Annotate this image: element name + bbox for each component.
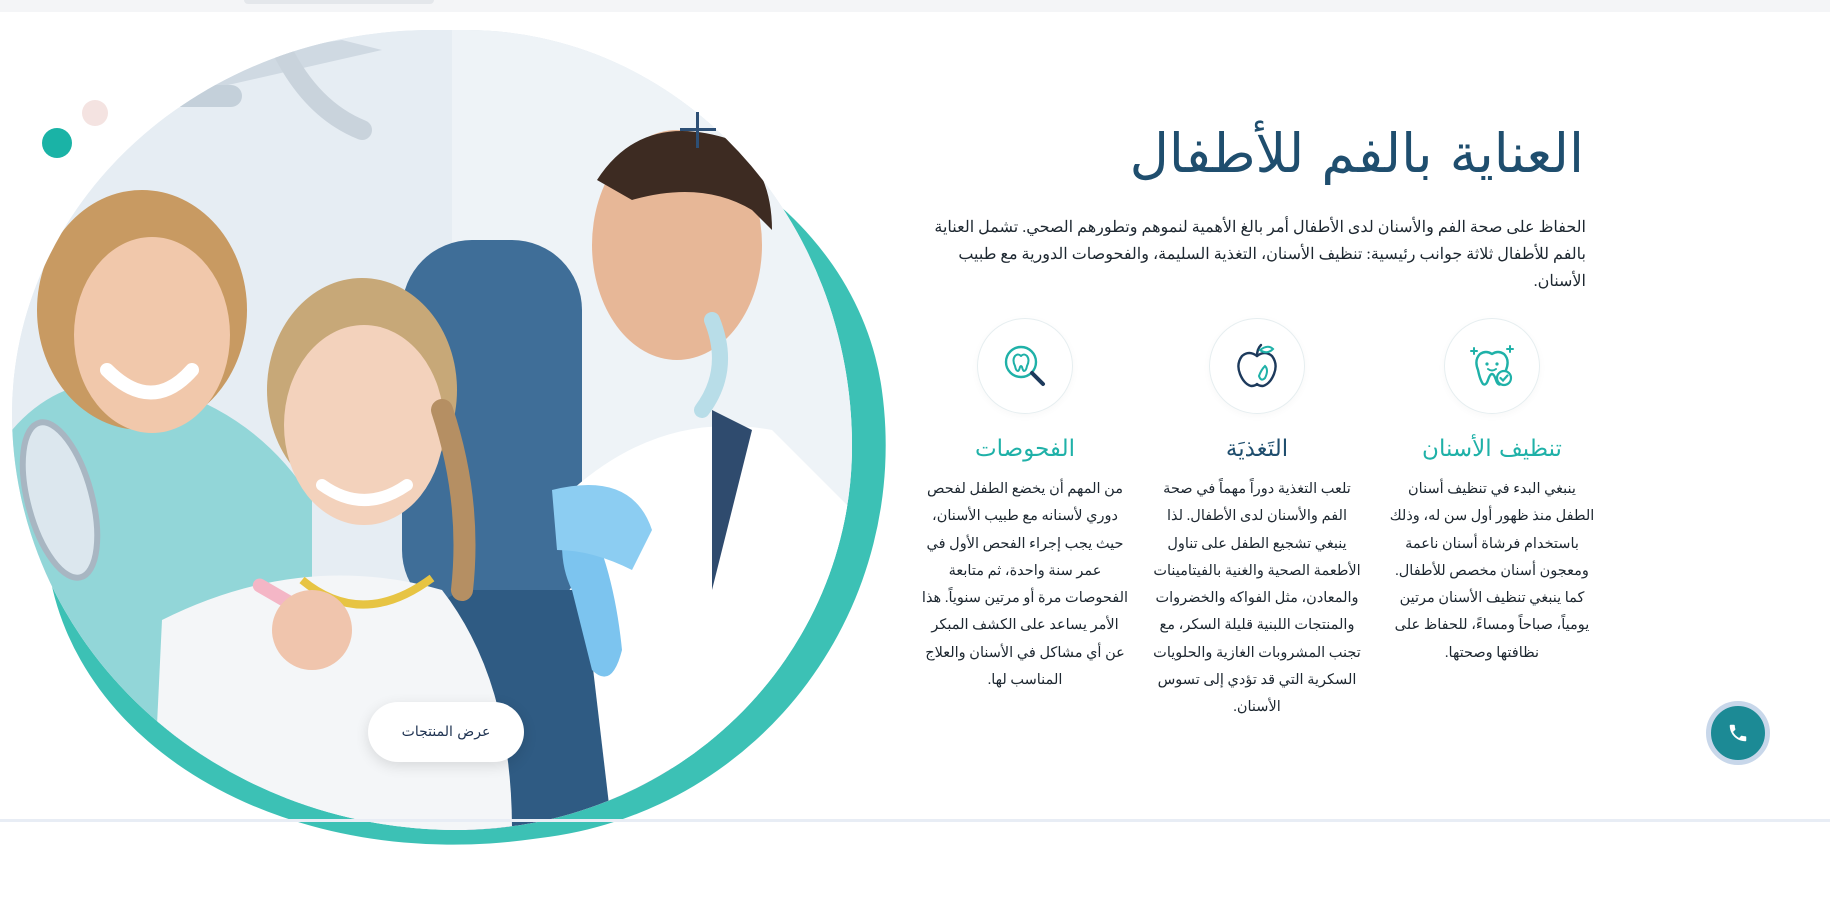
- feature-icon-circle: [977, 318, 1073, 414]
- decor-dot-teal: [42, 128, 72, 158]
- page-title: العناية بالفم للأطفال: [1129, 122, 1584, 185]
- tooth-sparkle-icon: [1466, 340, 1518, 392]
- feature-icon-circle: [1209, 318, 1305, 414]
- intro-paragraph: الحفاظ على صحة الفم والأسنان لدى الأطفال أمر بالغ الأهمية لنموهم وتطورهم الصحي. تشمل العناية بالفم للأطفال ثلاثة جوانب رئيسية: تنظيف الأسنان، التغذية السليمة، والفحوصات الدورية مع طبيب الأسنان.: [934, 219, 1586, 290]
- floating-call-button[interactable]: [1706, 701, 1770, 765]
- feature-teeth-cleaning: [1387, 318, 1597, 667]
- view-products-button[interactable]: عرض المنتجات: [368, 702, 524, 762]
- hero-image-area: [0, 0, 900, 822]
- feature-title: تنظيف الأسنان: [1422, 436, 1562, 462]
- feature-text: من المهم أن يخضع الطفل لفحص دوري لأسنانه مع طبيب الأسنان، حيث يجب إجراء الفحص الأول في عمر سنة واحدة، ثم متابعة الفحوصات مرة أو مرتين سنوياً. هذا الأمر يساعد على الكشف المبكر عن أي مشاكل في الأسنان والعلاج المناسب لها.: [921, 481, 1129, 689]
- apple-icon: [1231, 340, 1283, 392]
- feature-nutrition: [1152, 318, 1362, 722]
- feature-title: التَغذيَة: [1225, 436, 1289, 462]
- feature-text: ينبغي البدء في تنظيف أسنان الطفل منذ ظهور أول سن له، وذلك باستخدام فرشاة أسنان ناعمة ومعجون أسنان مخصص للأطفال. كما ينبغي تنظيف الأسنان مرتين يومياً، صباحاً ومساءً، للحفاظ على نظافتها وصحتها.: [1389, 481, 1595, 661]
- tooth-magnifier-icon: [999, 340, 1051, 392]
- decor-dot-pink: [82, 100, 108, 126]
- feature-text: تلعب التغذية دوراً مهماً في صحة الفم والأسنان لدى الأطفال. لذا ينبغي تشجيع الطفل على تناول الأطعمة الصحية والغنية بالفيتامينات والمعادن، مثل الفواكه والخضروات والمنتجات اللبنية قليلة السكر، مع تجنب المشروبات الغازية والحلويات السكرية التي قد تؤدي إلى تسوس الأسنان.: [1153, 481, 1361, 716]
- decor-plus-icon: [680, 112, 716, 148]
- feature-checkups: [920, 318, 1130, 694]
- feature-icon-circle: [1444, 318, 1540, 414]
- phone-icon: [1727, 722, 1749, 744]
- feature-title: الفحوصات: [975, 436, 1075, 462]
